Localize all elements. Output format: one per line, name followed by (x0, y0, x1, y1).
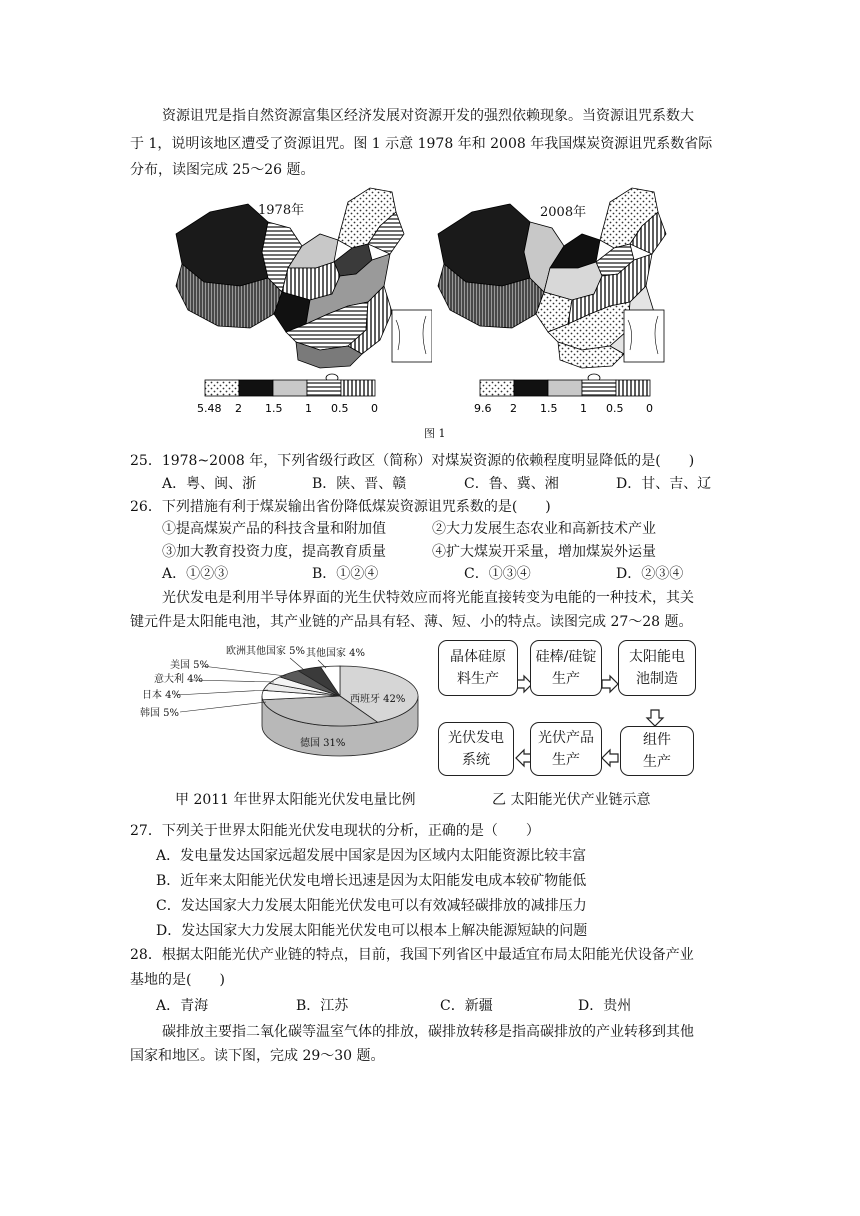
q25-option-c: C．鲁、冀、湘 (464, 476, 559, 492)
q27-option-b: B．近年来太阳能光伏发电增长迅速是因为太阳能发电成本较矿物能低 (156, 873, 587, 889)
flow-box-pv-system: 光伏发电 系统 (438, 722, 514, 776)
q25-option-a: A．粤、闽、浙 (162, 476, 257, 492)
pie-label-other: 其他国家 4% (306, 648, 366, 659)
legend-1978 (195, 378, 385, 418)
q26-option-d: D．②③④ (616, 566, 684, 582)
q26-option-a: A．①②③ (162, 566, 229, 582)
pie-leader-korea (180, 702, 266, 712)
pie-leader-japan (176, 690, 268, 695)
legend-2008 (470, 378, 670, 418)
intro1-line3: 分布，读图完成 25～26 题。 (130, 162, 315, 178)
q28-option-c: C．新疆 (440, 998, 493, 1014)
svg-text:0.5: 0.5 (331, 402, 349, 415)
svg-text:1.5: 1.5 (265, 402, 283, 415)
pie-label-korea: 韩国 5% (140, 708, 180, 719)
svg-text:0.5: 0.5 (606, 402, 624, 415)
svg-text:2: 2 (235, 402, 242, 415)
pie-label-germany: 德国 31% (300, 738, 346, 749)
q27-stem: 27．下列关于世界太阳能光伏发电现状的分析，正确的是（ ） (130, 823, 540, 839)
pie-label-japan: 日本 4% (142, 690, 182, 701)
pie-leader-other-europe (290, 658, 304, 670)
pie-label-italy: 意大利 4% (154, 674, 204, 685)
q25-option-d: D．甘、吉、辽 (616, 476, 712, 492)
q25-option-b: B．陕、晋、赣 (312, 476, 407, 492)
pie-chart-title: 甲 2011 年世界太阳能光伏发电量比例 (175, 792, 416, 808)
flow-box-solar-cell: 太阳能电 池制造 (618, 640, 696, 696)
inset-right (624, 310, 664, 362)
intro2-line1: 光伏发电是利用半导体界面的光生伏特效应而将光能直接转变为电能的一种技术，其关 (162, 590, 694, 606)
svg-text:2: 2 (510, 402, 517, 415)
svg-text:1.5: 1.5 (540, 402, 558, 415)
intro1-line2: 于 1，说明该地区遭受了资源诅咒。图 1 示意 1978 年和 2008 年我国煤炭资源诅咒系数省际 (130, 136, 713, 152)
q28-stem-line1: 28．根据太阳能光伏产业链的特点，目前，我国下列省区中最适宜布局太阳能光伏设备产业 (130, 947, 694, 963)
q26-item-1: ①提高煤炭产品的科技含量和附加值 (162, 521, 386, 537)
map-1978 (170, 182, 432, 392)
q25-stem: 25．1978~2008 年，下列省级行政区（简称）对煤炭资源的依赖程度明显降低的是( ) (130, 453, 695, 469)
intro3-line2: 国家和地区。读下图，完成 29～30 题。 (130, 1048, 385, 1064)
q26-stem: 26．下列措施有利于煤炭输出省份降低煤炭资源诅咒系数的是( ) (130, 499, 551, 515)
intro1-line1: 资源诅咒是指自然资源富集区经济发展对资源开发的强烈依赖现象。当资源诅咒系数大 (162, 108, 694, 124)
svg-text:1: 1 (580, 402, 587, 415)
q27-option-d: D．发达国家大力发展太阳能光伏发电可以根本上解决能源短缺的问题 (156, 923, 588, 939)
svg-text:5.48: 5.48 (197, 402, 222, 415)
pie-leader-italy (192, 680, 274, 682)
intro2-line2: 键元件是太阳能电池，其产业链的产品具有轻、薄、短、小的特点。读图完成 27～28 题。 (130, 614, 693, 630)
q27-option-a: A．发电量发达国家远超发展中国家是因为区域内太阳能资源比较丰富 (156, 848, 587, 864)
svg-text:0: 0 (371, 402, 378, 415)
svg-text:0: 0 (646, 402, 653, 415)
pie-chart (140, 640, 430, 780)
inset-left (392, 310, 432, 362)
q28-option-a: A．青海 (156, 998, 209, 1014)
q26-item-2: ②大力发展生态农业和高新技术产业 (432, 521, 656, 537)
pie-label-other-europe: 欧洲其他国家 5% (226, 646, 306, 657)
figure1-caption: 图 1 (424, 427, 446, 440)
q28-option-d: D．贵州 (578, 998, 632, 1014)
year-2008-label: 2008年 (540, 205, 587, 220)
q26-option-b: B．①②④ (312, 566, 379, 582)
flow-caption: 乙 太阳能光伏产业链示意 (492, 792, 651, 808)
svg-text:1: 1 (305, 402, 312, 415)
q26-item-3: ③加大教育投资力度，提高教育质量 (162, 544, 386, 560)
pie-leader-usa (202, 666, 286, 676)
intro3-line1: 碳排放主要指二氧化碳等温室气体的排放，碳排放转移是指高碳排放的产业转移到其他 (162, 1024, 694, 1040)
svg-text:9.6: 9.6 (474, 402, 492, 415)
flow-box-module: 组件 生产 (620, 726, 694, 776)
flow-box-pv-product: 光伏产品 生产 (530, 722, 602, 776)
q28-option-b: B．江苏 (296, 998, 349, 1014)
flow-box-raw-silicon: 晶体硅原 料生产 (438, 640, 518, 696)
q26-item-4: ④扩大煤炭开采量，增加煤炭外运量 (432, 544, 656, 560)
q26-option-c: C．①③④ (464, 566, 531, 582)
pie-label-spain: 西班牙 42% (350, 694, 406, 705)
q28-stem-line2: 基地的是( ) (130, 972, 225, 988)
q27-option-c: C．发达国家大力发展太阳能光伏发电可以有效减轻碳排放的减排压力 (156, 898, 587, 914)
year-1978-label: 1978年 (258, 203, 305, 218)
pie-label-usa: 美国 5% (170, 660, 210, 671)
flow-box-silicon-rod: 硅棒/硅锭 生产 (530, 640, 602, 696)
